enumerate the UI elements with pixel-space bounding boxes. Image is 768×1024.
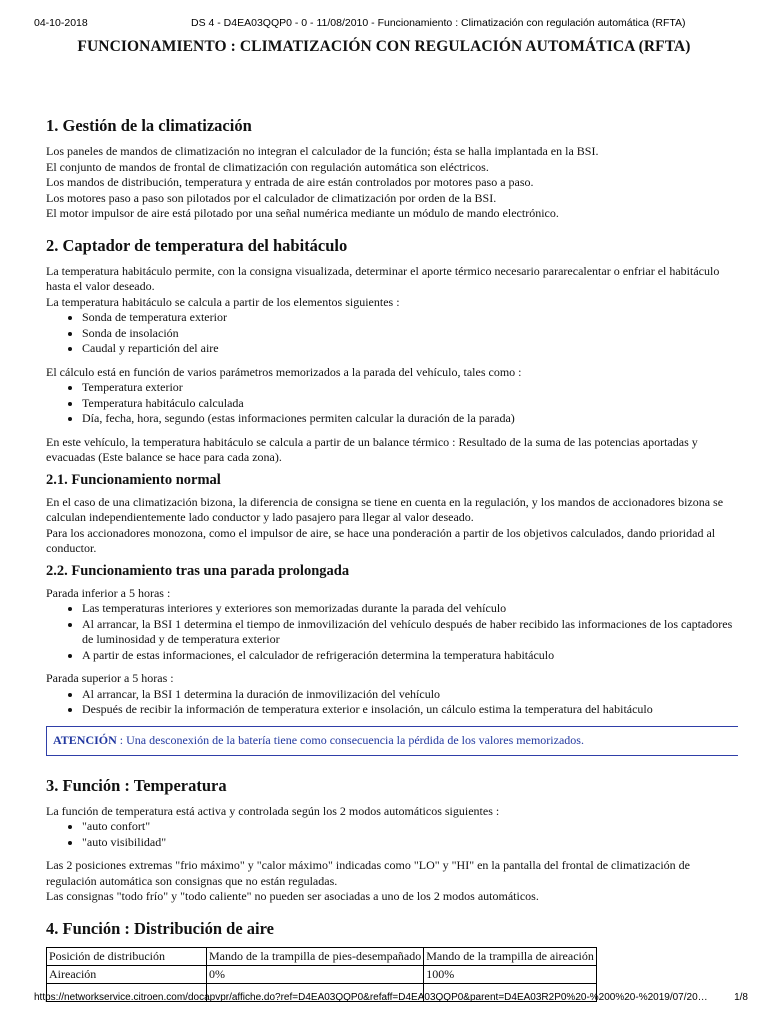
section-1-heading: 1. Gestión de la climatización xyxy=(46,116,252,135)
section-1-line: Los paneles de mandos de climatización no integran el calculador de la función; ésta se halla implantada en la BSI. xyxy=(46,144,599,158)
paragraph: Las 2 posiciones extremas "frio máximo" y "calor máximo" indicadas como "LO" y "HI" en la pantalla del frontal de climatización de regulación automática son consignas que no están reguladas. xyxy=(46,858,690,888)
table-row xyxy=(47,965,597,983)
paragraph: Parada inferior a 5 horas : xyxy=(46,585,171,600)
section-2-2-heading: 2.2. Funcionamiento tras una parada prolongada xyxy=(46,562,350,579)
paragraph: Para los accionadores monozona, como el impulsor de aire, se hace una ponderación a partir de los objetivos calculados, dando prioridad al conductor. xyxy=(46,525,716,555)
list-item: • "auto confort" xyxy=(82,819,736,835)
document-title: DS 4 - D4EA03QQP0 - 0 - 11/08/2010 - Funcionamiento : Climatización con regulación automática (RFTA) xyxy=(191,17,686,29)
footer-url: https://networkservice.citroen.com/docapvpr/affiche.do?ref=D4EA03QQP0&refaff=D4EA03QQP0&parent=D4EA03R2P0%20-%200%20-%2019/07/20… xyxy=(34,992,708,1003)
list-item: • Temperatura habitáculo calculada xyxy=(82,396,736,412)
table-header-row xyxy=(47,947,597,965)
section-4-heading: 4. Función : Distribución de aire xyxy=(46,918,274,938)
page-number: 1/8 xyxy=(734,992,748,1003)
section-3-heading: 3. Función : Temperatura xyxy=(46,775,227,795)
table-header-cell: Posición de distribución xyxy=(47,947,207,965)
list-item: • Día, fecha, hora, segundo (estas informaciones permiten calcular la duración de la parada) xyxy=(82,411,736,427)
bullet-list xyxy=(46,601,736,663)
paragraph: La temperatura habitáculo permite, con la consigna visualizada, determinar el aporte térmico necesario pararecalentar o enfriar el habitáculo hasta el valor deseado. xyxy=(46,263,720,293)
section-2-heading: 2. Captador de temperatura del habitáculo xyxy=(46,235,348,255)
paragraph: El cálculo está en función de varios parámetros memorizados a la parada del vehículo, tales como : xyxy=(46,364,522,379)
document-body xyxy=(46,116,736,1002)
list-item: • Sonda de temperatura exterior xyxy=(82,310,736,326)
table-cell: 0% xyxy=(207,965,424,983)
table-header-cell: Mando de la trampilla de pies-desempañado xyxy=(207,947,424,965)
list-item: • Caudal y repartición del aire xyxy=(82,341,736,357)
attention-text: : Una desconexión de la batería tiene como consecuencia la pérdida de los valores memorizados. xyxy=(116,732,584,747)
attention-label: ATENCIÓN xyxy=(53,732,117,747)
list-item: • Después de recibir la información de temperatura exterior e insolación, un cálculo estima la temperatura del habitáculo xyxy=(82,702,736,718)
print-date: 04-10-2018 xyxy=(34,17,88,29)
table-header-cell: Mando de la trampilla de aireación xyxy=(424,947,597,965)
list-item: • Al arrancar, la BSI 1 determina la duración de inmovilización del vehículo xyxy=(82,687,736,703)
bullet-list xyxy=(46,380,736,427)
list-item: • Las temperaturas interiores y exteriores son memorizadas durante la parada del vehículo xyxy=(82,601,736,617)
attention-notice xyxy=(46,726,738,756)
bullet-list xyxy=(46,687,736,718)
paragraph: En el caso de una climatización bizona, la diferencia de consigna se tiene en cuenta en la regulación, y los mandos de accionadores bizona se calculan independientemente lado conductor y lado pasajero para llegar al valor deseado. xyxy=(46,494,724,524)
section-1-line: El motor impulsor de aire está pilotado por una señal numérica mediante un módulo de mando electrónico. xyxy=(46,206,559,220)
page-title: FUNCIONAMIENTO : CLIMATIZACIÓN CON REGULACIÓN AUTOMÁTICA (RFTA) xyxy=(77,38,691,55)
paragraph: La temperatura habitáculo se calcula a partir de los elementos siguientes : xyxy=(46,294,400,309)
section-1-line: Los mandos de distribución, temperatura y entrada de aire están controlados por motores paso a paso. xyxy=(46,175,534,189)
table-cell: 100% xyxy=(424,965,597,983)
bullet-list xyxy=(46,310,736,357)
section-2-1-heading: 2.1. Funcionamiento normal xyxy=(46,471,221,488)
paragraph: Parada superior a 5 horas : xyxy=(46,671,174,685)
list-item: • A partir de estas informaciones, el calculador de refrigeración determina la temperatura habitáculo xyxy=(82,648,736,664)
bullet-list xyxy=(46,819,736,850)
section-1-line: Los motores paso a paso son pilotados por el calculador de climatización por orden de la BSI. xyxy=(46,190,497,205)
list-item: • Al arrancar, la BSI 1 determina el tiempo de inmovilización del vehículo después de haber recibido las informaciones de los captadores de luminosidad y de temperatura exterior xyxy=(82,617,736,648)
paragraph: La función de temperatura está activa y controlada según los 2 modos automáticos siguientes : xyxy=(46,803,500,818)
section-1-line: El conjunto de mandos de frontal de climatización con regulación automática son eléctricos. xyxy=(46,159,489,174)
list-item: • Sonda de insolación xyxy=(82,326,736,342)
table-cell: Aireación xyxy=(47,965,207,983)
paragraph: Las consignas "todo frío" y "todo caliente" no pueden ser asociadas a uno de los 2 modos automáticos. xyxy=(46,889,539,903)
list-item: • "auto visibilidad" xyxy=(82,835,736,851)
list-item: • Temperatura exterior xyxy=(82,380,736,396)
paragraph: En este vehículo, la temperatura habitáculo se calcula a partir de un balance térmico : Resultado de la suma de las potencias aportadas y evacuadas (Este balance se hace para cada zona). xyxy=(46,434,698,464)
